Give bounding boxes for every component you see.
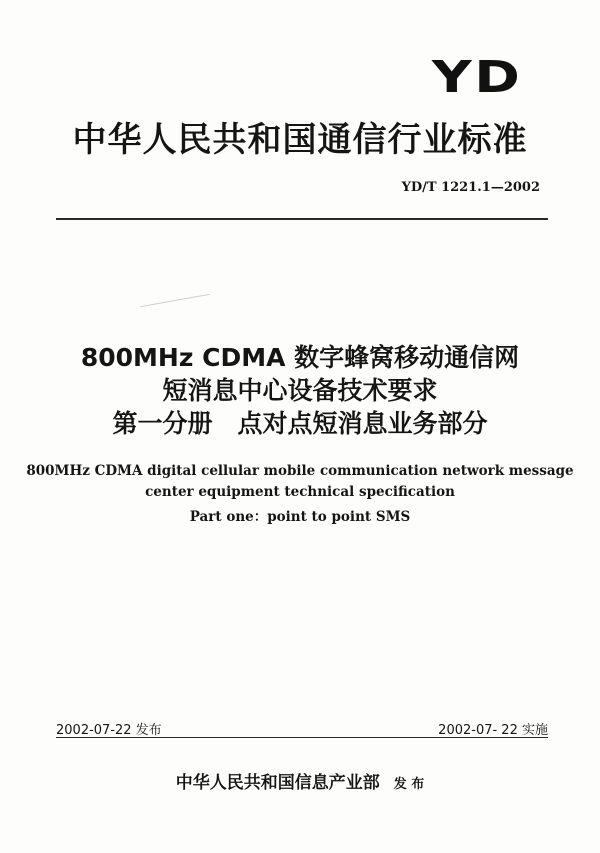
header-divider (56, 218, 548, 220)
footer-divider (56, 737, 548, 738)
issuer-line (0, 768, 600, 793)
issuer-verb: 发 布 (393, 777, 425, 792)
standard-code: YD/T 1221.1—2002 (401, 180, 540, 195)
title-en-line-2: center equipment technical specification (145, 484, 455, 500)
implement-date: 2002-07- 22 实施 (438, 723, 548, 738)
publish-date: 2002-07-22 发布 (56, 723, 162, 738)
standard-category-title: 中华人民共和国通信行业标准 (72, 120, 528, 160)
title-zh-line-3: 第一分册 点对点短消息业务部分 (112, 409, 488, 438)
issuer-name: 中华人民共和国信息产业部 (175, 773, 380, 793)
title-en-line-1: 800MHz CDMA digital cellular mobile communication network message (26, 463, 574, 479)
scan-mark (140, 294, 209, 307)
title-en-line-3: Part one：point to point SMS (189, 509, 411, 525)
yd-logo: YD (431, 52, 522, 103)
title-zh-line-2: 短消息中心设备技术要求 (162, 376, 438, 405)
title-zh-line-1: 800MHz CDMA 数字蜂窝移动通信网 (80, 343, 520, 372)
